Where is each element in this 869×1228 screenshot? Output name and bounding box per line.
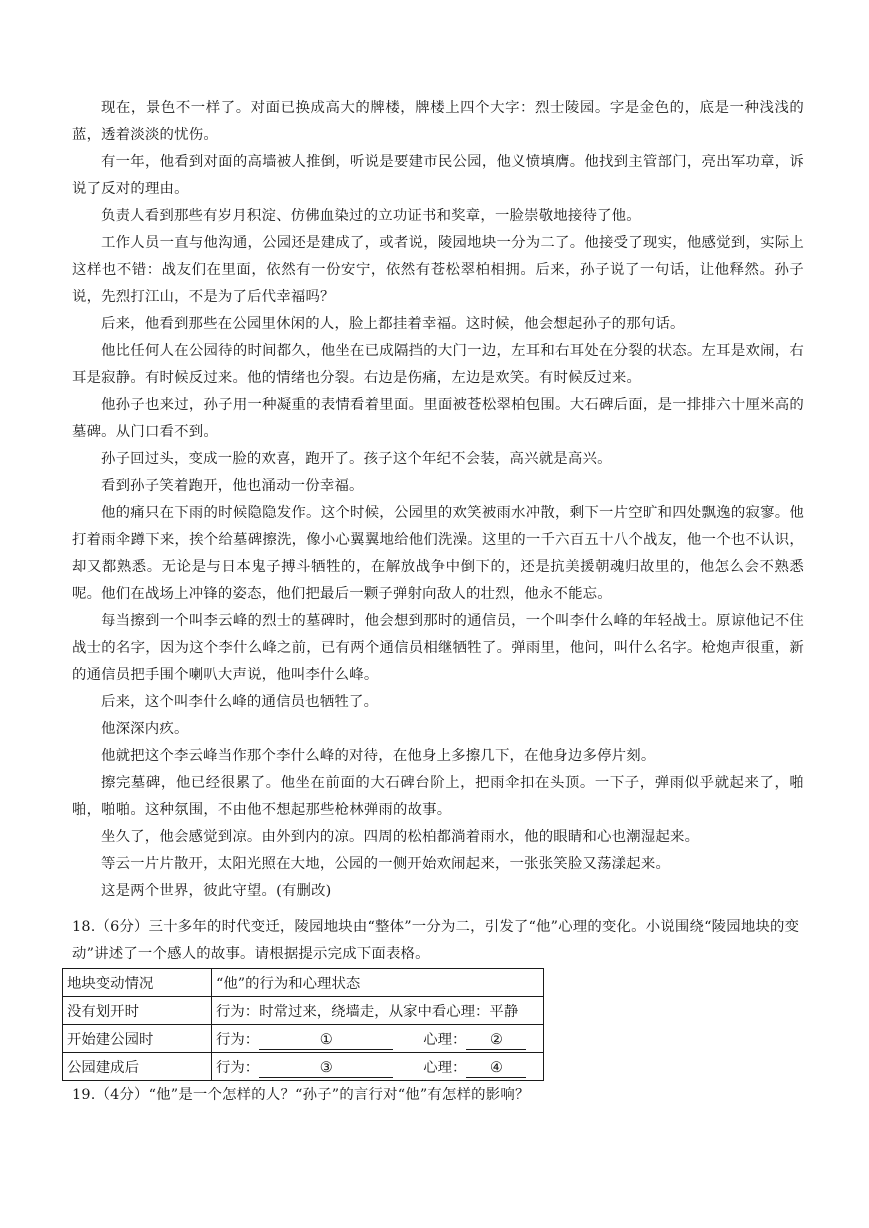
paragraph-14: 他就把这个李云峰当作那个李什么峰的对待，在他身上多擦几下，在他身边多停片刻。 [101, 748, 656, 764]
row-label: 开始建公园时 [63, 1025, 212, 1053]
paragraph-17: 等云一片片散开，太阳光照在大地，公园的一侧开始欢闹起来，一张张笑脸又荡漾起来。 [101, 856, 671, 872]
paragraph-4: 工作人员一直与他沟通，公园还是建成了，或者说，陵园地块一分为二了。他接受了现实，他感觉到，实际上这样也不错：战友们在里面，依然有一份安宁，依然有苍松翠柏相拥。后来，孙子说了一句话，让他释然。孙子说，先烈打江山，不是为了后代幸福吗？ [72, 235, 804, 305]
paragraph-3: 负责人看到那些有岁月积淀、仿佛血染过的立功证书和奖章，一脸崇敬地接待了他。 [101, 208, 641, 224]
table-row [63, 969, 544, 997]
paragraph-10: 他的痛只在下雨的时候隐隐发作。这个时候，公园里的欢笑被雨水冲散，剩下一片空旷和四处飘逸的寂寥。他打着雨伞蹲下来，挨个给墓碑擦洗，像小心翼翼地给他们洗澡。这里的一千六百五十八个战友，他一个也不认识，却又都熟悉。无论是与日本鬼子搏斗牺牲的，在解放战争中倒下的，还是抗美援朝魂归故里的，他怎么会不熟悉呢。他们在战场上冲锋的姿态，他们把最后一颗子弹射向敌人的壮烈，他永不能忘。 [72, 505, 804, 602]
paragraph-1: 现在，景色不一样了。对面已换成高大的牌楼，牌楼上四个大字：烈士陵园。字是金色的，底是一种浅浅的蓝，透着淡淡的忧伤。 [72, 100, 804, 143]
answer-table [62, 968, 544, 1081]
paragraph-6: 他比任何人在公园待的时间都久，他坐在已成隔挡的大门一边，左耳和右耳处在分裂的状态。左耳是欢闹，右耳是寂静。有时候反过来。他的情绪也分裂。右边是伤痛，左边是欢笑。有时候反过来。 [72, 343, 804, 386]
question-18: 18.（6分）三十多年的时代变迁，陵园地块由“整体”一分为二，引发了“他”心理的变化。小说围绕“陵园地块的变动”讲述了一个感人的故事。请根据提示完成下面表格。 [72, 919, 800, 962]
table-header-cell: “他”的行为和心理状态 [212, 969, 544, 997]
paragraph-12: 后来，这个叫李什么峰的通信员也牺牲了。 [101, 694, 379, 710]
answer-blank-3[interactable]: ③ [259, 1060, 393, 1078]
paragraph-9: 看到孙子笑着跑开，他也涌动一份幸福。 [101, 478, 364, 494]
question-19: 19.（4分）“他”是一个怎样的人？“孙子”的言行对“他”有怎样的影响？ [72, 1087, 530, 1103]
paragraph-18: 这是两个世界，彼此守望。(有删改) [101, 883, 332, 899]
mind-label: 心理： [423, 1059, 467, 1076]
row-label: 没有划开时 [63, 997, 212, 1025]
paragraph-13: 他深深内疚。 [101, 721, 189, 737]
table-row [63, 1053, 544, 1081]
mind-label: 心理： [423, 1031, 467, 1048]
row-text: 行为：时常过来，绕墙走，从家中看心理：平静 [212, 997, 544, 1025]
table-header-cell: 地块变动情况 [63, 969, 212, 997]
table-row [63, 997, 544, 1025]
paragraph-2: 有一年，他看到对面的高墙被人推倒，听说是要建市民公园，他义愤填膺。他找到主管部门，亮出军功章，诉说了反对的理由。 [72, 154, 804, 197]
row-fill-cell [212, 1053, 544, 1081]
answer-blank-4[interactable]: ④ [466, 1060, 526, 1078]
paragraph-15: 擦完墓碑，他已经很累了。他坐在前面的大石碑台阶上，把雨伞扣在头顶。一下子，弹雨似乎就起来了，啪啪，啪啪。这种氛围，不由他不想起那些枪林弹雨的故事。 [72, 775, 804, 818]
behavior-label: 行为： [216, 1031, 260, 1048]
paragraph-7: 他孙子也来过，孙子用一种凝重的表情看着里面。里面被苍松翠柏包围。大石碑后面，是一排排六十厘米高的墓碑。从门口看不到。 [72, 397, 804, 440]
behavior-label: 行为： [216, 1059, 260, 1076]
paragraph-11: 每当擦到一个叫李云峰的烈士的墓碑时，他会想到那时的通信员，一个叫李什么峰的年轻战士。原谅他记不住战士的名字，因为这个李什么峰之前，已有两个通信员相继牺牲了。弹雨里，他问，叫什么名字。枪炮声很重，新的通信员把手围个喇叭大声说，他叫李什么峰。 [72, 613, 804, 683]
paragraph-5: 后来，他看到那些在公园里休闲的人，脸上都挂着幸福。这时候，他会想起孙子的那句话。 [101, 316, 685, 332]
answer-blank-2[interactable]: ② [466, 1032, 526, 1050]
row-label: 公园建成后 [63, 1053, 212, 1081]
answer-blank-1[interactable]: ① [259, 1032, 393, 1050]
paragraph-16: 坐久了，他会感觉到凉。由外到内的凉。四周的松柏都淌着雨水，他的眼睛和心也潮湿起来。 [101, 829, 700, 845]
table-row [63, 1025, 544, 1053]
paragraph-8: 孙子回过头，变成一脸的欢喜，跑开了。孩子这个年纪不会装，高兴就是高兴。 [101, 451, 612, 467]
row-fill-cell [212, 1025, 544, 1053]
